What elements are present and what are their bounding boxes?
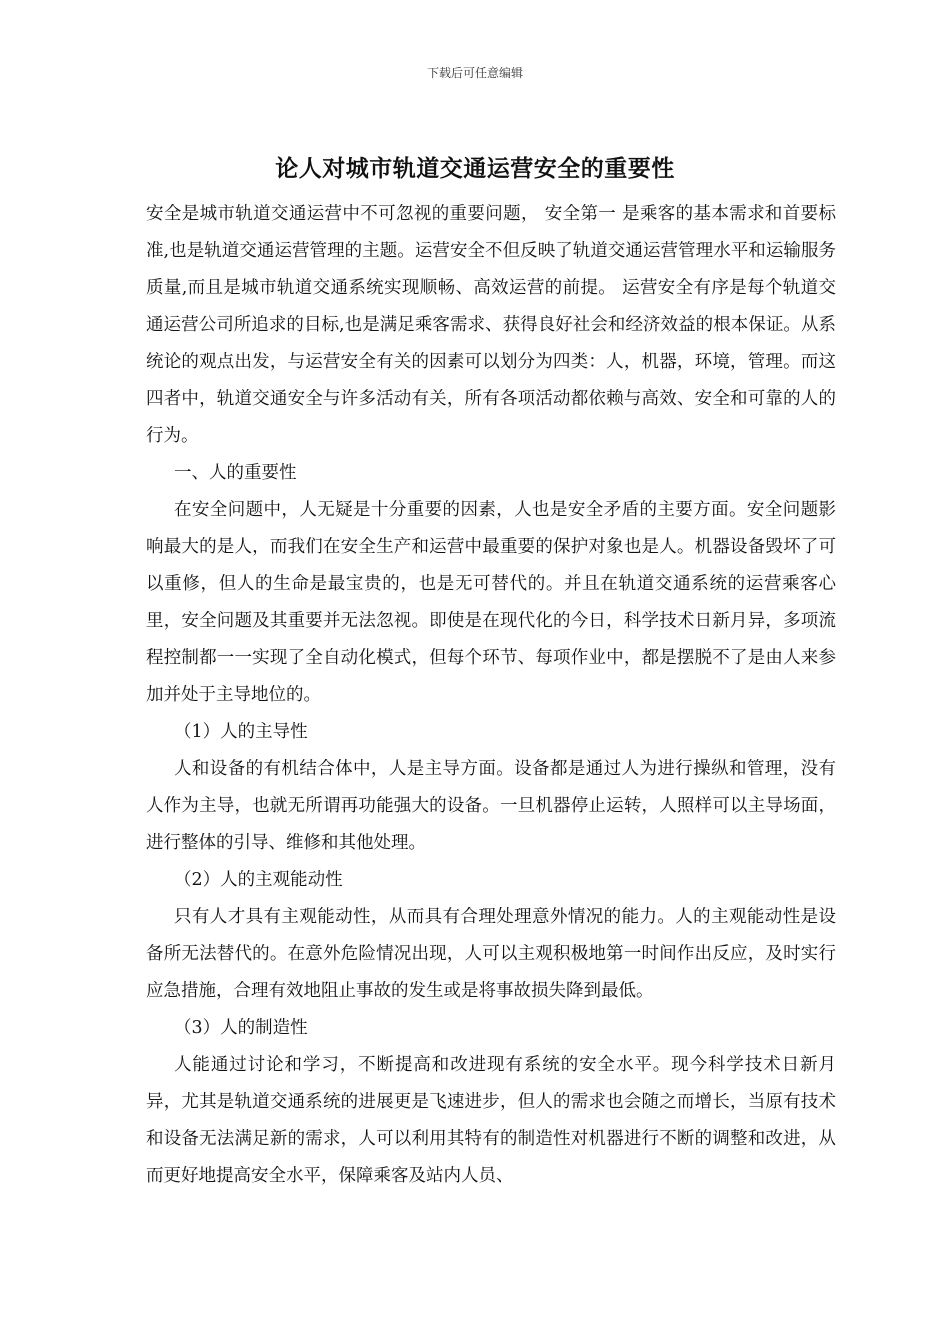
intro-paragraph: 安全是城市轨道交通运营中不可忽视的重要问题， 安全第一 是乘客的基本需求和首要标准,也是轨道交通运营管理的主题。运营安全不但反映了轨道交通运营管理水平和运输服务质量,而且是城市轨道交通系统实现顺畅、高效运营的前提。 运营安全有序是每个轨道交通运营公司所追求的目标,也是满足乘客需求、获得良好社会和经济效益的根本保证。从系统论的观点出发，与运营安全有关的因素可以划分为四类：人，机器，环境，管理。而这四者中，轨道交通安全与许多活动有关，所有各项活动都依赖与高效、安全和可靠的人的行为。 <box>146 204 836 446</box>
section-heading: 一、人的重要性 <box>174 463 297 483</box>
body-paragraph: 人和设备的有机结合体中，人是主导方面。设备都是通过人为进行操纵和管理，没有人作为主导，也就无所谓再功能强大的设备。一旦机器停止运转，人照样可以主导场面，进行整体的引导、维修和其他处理。 <box>146 759 836 853</box>
body-paragraph: 在安全问题中，人无疑是十分重要的因素，人也是安全矛盾的主要方面。安全问题影响最大的是人，而我们在安全生产和运营中最重要的保护对象也是人。机器设备毁坏了可以重修，但人的生命是最宝贵的，也是无可替代的。并且在轨道交通系统的运营乘客心里，安全问题及其重要并无法忽视。即使是在现代化的今日，科学技术日新月异，多项流程控制都一一实现了全自动化模式，但每个环节、每项作业中，都是摆脱不了是由人来参加并处于主导地位的。 <box>146 500 836 705</box>
subsection-heading: （3）人的制造性 <box>174 1018 308 1038</box>
body-paragraph: 只有人才具有主观能动性，从而具有合理处理意外情况的能力。人的主观能动性是设备所无法替代的。在意外危险情况出现，人可以主观积极地第一时间作出反应，及时实行应急措施，合理有效地阻止事故的发生或是将事故损失降到最低。 <box>146 907 836 1001</box>
subsection-heading: （1）人的主导性 <box>174 722 308 742</box>
document-body <box>146 196 836 1195</box>
subsection-heading: （2）人的主观能动性 <box>174 870 343 890</box>
document-title: 论人对城市轨道交通运营安全的重要性 <box>275 155 675 182</box>
page-header-note: 下载后可任意编辑 <box>426 66 523 80</box>
body-paragraph: 人能通过讨论和学习，不断提高和改进现有系统的安全水平。现今科学技术日新月异，尤其是轨道交通系统的进展更是飞速进步，但人的需求也会随之而增长，当原有技术和设备无法满足新的需求，人可以利用其特有的制造性对机器进行不断的调整和改进，从而更好地提高安全水平，保障乘客及站内人员、 <box>146 1055 836 1186</box>
